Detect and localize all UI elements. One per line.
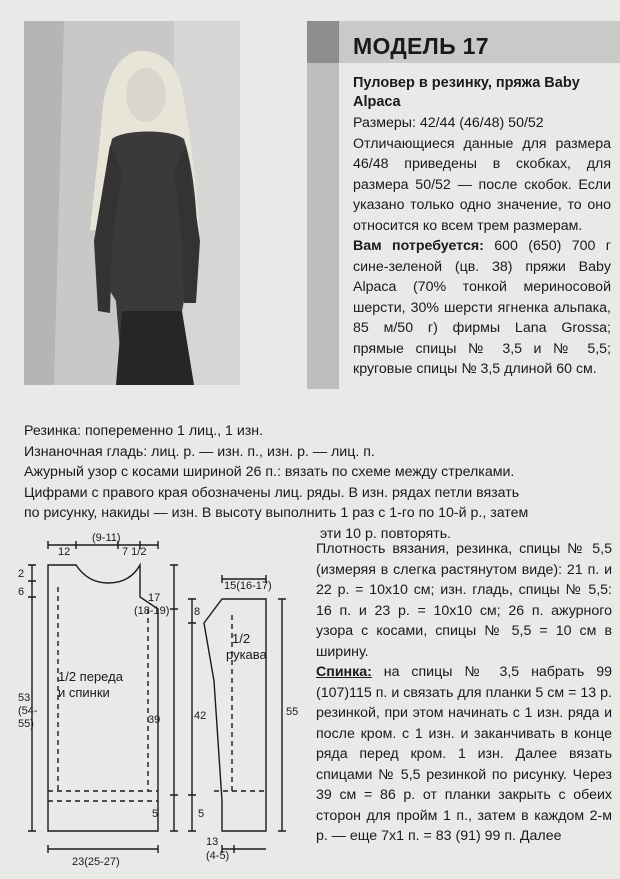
body-label-1: 1/2 переда (58, 669, 123, 684)
materials (353, 236, 611, 380)
dim-left-2: 2 (18, 568, 25, 580)
dim-sleeve-42: 42 (194, 710, 207, 722)
dim-sleeve-55: 55 (286, 706, 299, 718)
dim-sleeve-5: 5 (198, 808, 205, 820)
dim-sleeve-45: (4-5) (206, 850, 230, 862)
model-photo (24, 21, 240, 385)
dim-sleeve-13: 13 (206, 836, 219, 848)
dim-top-7: 7 1/2 (122, 546, 147, 558)
model-title: МОДЕЛЬ 17 (353, 33, 489, 59)
line-6: эти 10 р. повторять. (320, 525, 452, 542)
dim-left-6: 6 (18, 586, 25, 598)
dim-top-12: 12 (58, 546, 71, 558)
line-5: по рисунку, накиды — изн. В высоту выполнить 1 раз с 1-го по 10-й р., затем (24, 505, 529, 521)
dim-mid-39: 39 (148, 714, 161, 726)
back-label: Спинка: (316, 664, 372, 680)
intro-column (353, 74, 611, 380)
side-strip (307, 63, 339, 389)
subtitle: Пуловер в резинку, пряжа Baby Alpaca (353, 75, 580, 110)
gauge: Плотность вязания, резинка, спицы № 5,5 (измеряя в слегка растянутом виде): 21 п. и 22 р. = 10x10 см; изн. гладь, спицы № 5,5: 16 п. и 23 р. = 10x10 см; 26 п. ажурного узора с косами, спицы № 5,5 = 10 см в ширину. (316, 541, 612, 660)
pattern-text (24, 421, 614, 544)
dim-sleeve-15: 15(16-17) (224, 580, 272, 592)
materials-text: 600 (650) 700 г сине-зеленой (цв. 38) пряжи Baby Alpaca (70% тонкой мериносовой шерсти, 30% шерсти ягненка альпака, 85 м/50 г) фирмы Lana Grossa; прямые спицы № 3,5 и № 5,5; круговые спицы № 3,5 длиной 60 см. (353, 238, 611, 377)
sizes-note: Отличающиеся данные для размера 46/48 приведены в скобках, для размера 50/52 — после скобок. Если указано только одно значение, то оно относится ко всем трем размерам. (353, 135, 611, 234)
dim-left-53b: (54- (18, 705, 38, 717)
lower-column (316, 539, 612, 847)
line-4: Цифрами с правого края обозначены лиц. ряды. В изн. рядах петли вязать (24, 484, 520, 501)
materials-label: Вам потребуется: (353, 238, 484, 254)
dim-top-neck: (9-11) (92, 532, 121, 544)
back-text: на спицы № 3,5 набрать 99 (107)115 п. и связать для планки 5 см = 13 р. резинкой, при этом начинать с 1 изн. ряда и после кром. с 1 изн. и заканчивать в конце ряда перед кром. 1 изн. Далее вязать спицами № 5,5 резинкой по рисунку. Через 39 см = 86 р. от планки закрыть с обеих сторон для пройм 1 п., затем в каждом 2-м р. — еще 7x1 п. = 83 (91) 99 п. Далее (316, 664, 612, 844)
line-2: Изнаночная гладь: лиц. р. — изн. п., изн. р. — лиц. п. (24, 443, 375, 460)
dim-mid-5: 5 (152, 808, 159, 820)
dim-mid-18: (18-19) (134, 605, 170, 617)
dim-left-53c: 55) (18, 718, 34, 730)
dim-left-53: 53 (18, 692, 31, 704)
sleeve-label-1: 1/2 (232, 631, 251, 646)
sizes: Размеры: 42/44 (46/48) 50/52 (353, 115, 544, 131)
line-1: Резинка: попеременно 1 лиц., 1 изн. (24, 423, 264, 439)
dim-bottom-23: 23(25-27) (72, 856, 120, 868)
dim-sleeve-8: 8 (194, 606, 201, 618)
body-label-2: и спинки (58, 685, 110, 700)
sleeve-label-2: рукава (226, 647, 267, 662)
back-instructions (316, 662, 612, 847)
dim-mid-17: 17 (148, 592, 161, 604)
pattern-schematic (18, 531, 308, 871)
line-3: Ажурный узор с косами шириной 26 п.: вязать по схеме между стрелками. (24, 464, 515, 480)
